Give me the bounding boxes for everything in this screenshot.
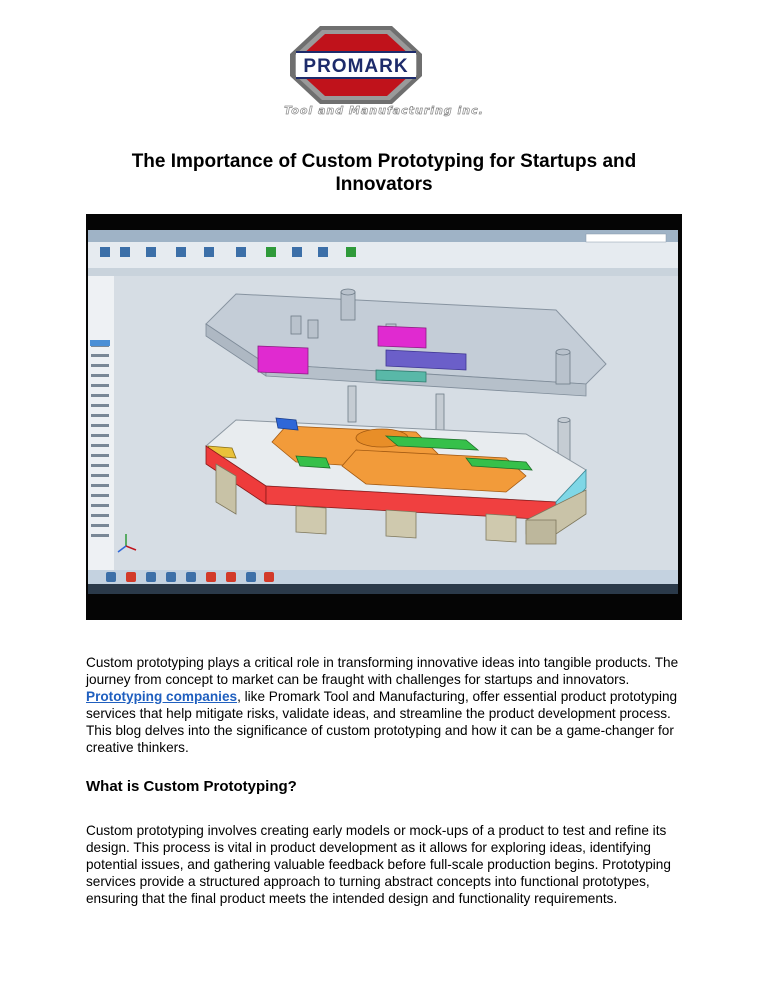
prototyping-companies-link[interactable]: Prototyping companies (86, 689, 238, 704)
intro-text-after: , like Promark Tool and Manufacturing, offer essential product prototyping services that help mitigate risks, validate ideas, and streamline the product development process. This blog delves into the significance of custom prototyping and how it can be a game-changer for creative thinkers. (86, 689, 678, 755)
section-heading: What is Custom Prototyping? (86, 778, 297, 795)
intro-text-before: Custom prototyping plays a critical role in transforming innovative ideas into tangible products. The journey from concept to market can be fraught with challenges for startups and innovators. (86, 655, 679, 687)
logo-emblem-icon (288, 24, 424, 106)
logo-brand-text: PROMARK (303, 56, 409, 77)
intro-paragraph (86, 654, 686, 756)
promark-logo (288, 24, 424, 106)
cad-mold-screenshot-icon (86, 214, 682, 620)
hero-image (86, 214, 682, 620)
section-body-paragraph: Custom prototyping involves creating early models or mock-ups of a product to test and refine its design. This process is vital in product development as it allows for exploring ideas, identifying potential issues, and gathering valuable feedback before full-scale production begins. Prototyping services provide a structured approach to turning abstract concepts into functional prototypes, ensuring that the final product meets the intended design and functionality requirements. (86, 823, 671, 906)
logo-tagline: Tool and Manufacturing inc. (284, 104, 484, 117)
page-title: The Importance of Custom Prototyping for Startups and Innovators (131, 151, 637, 195)
